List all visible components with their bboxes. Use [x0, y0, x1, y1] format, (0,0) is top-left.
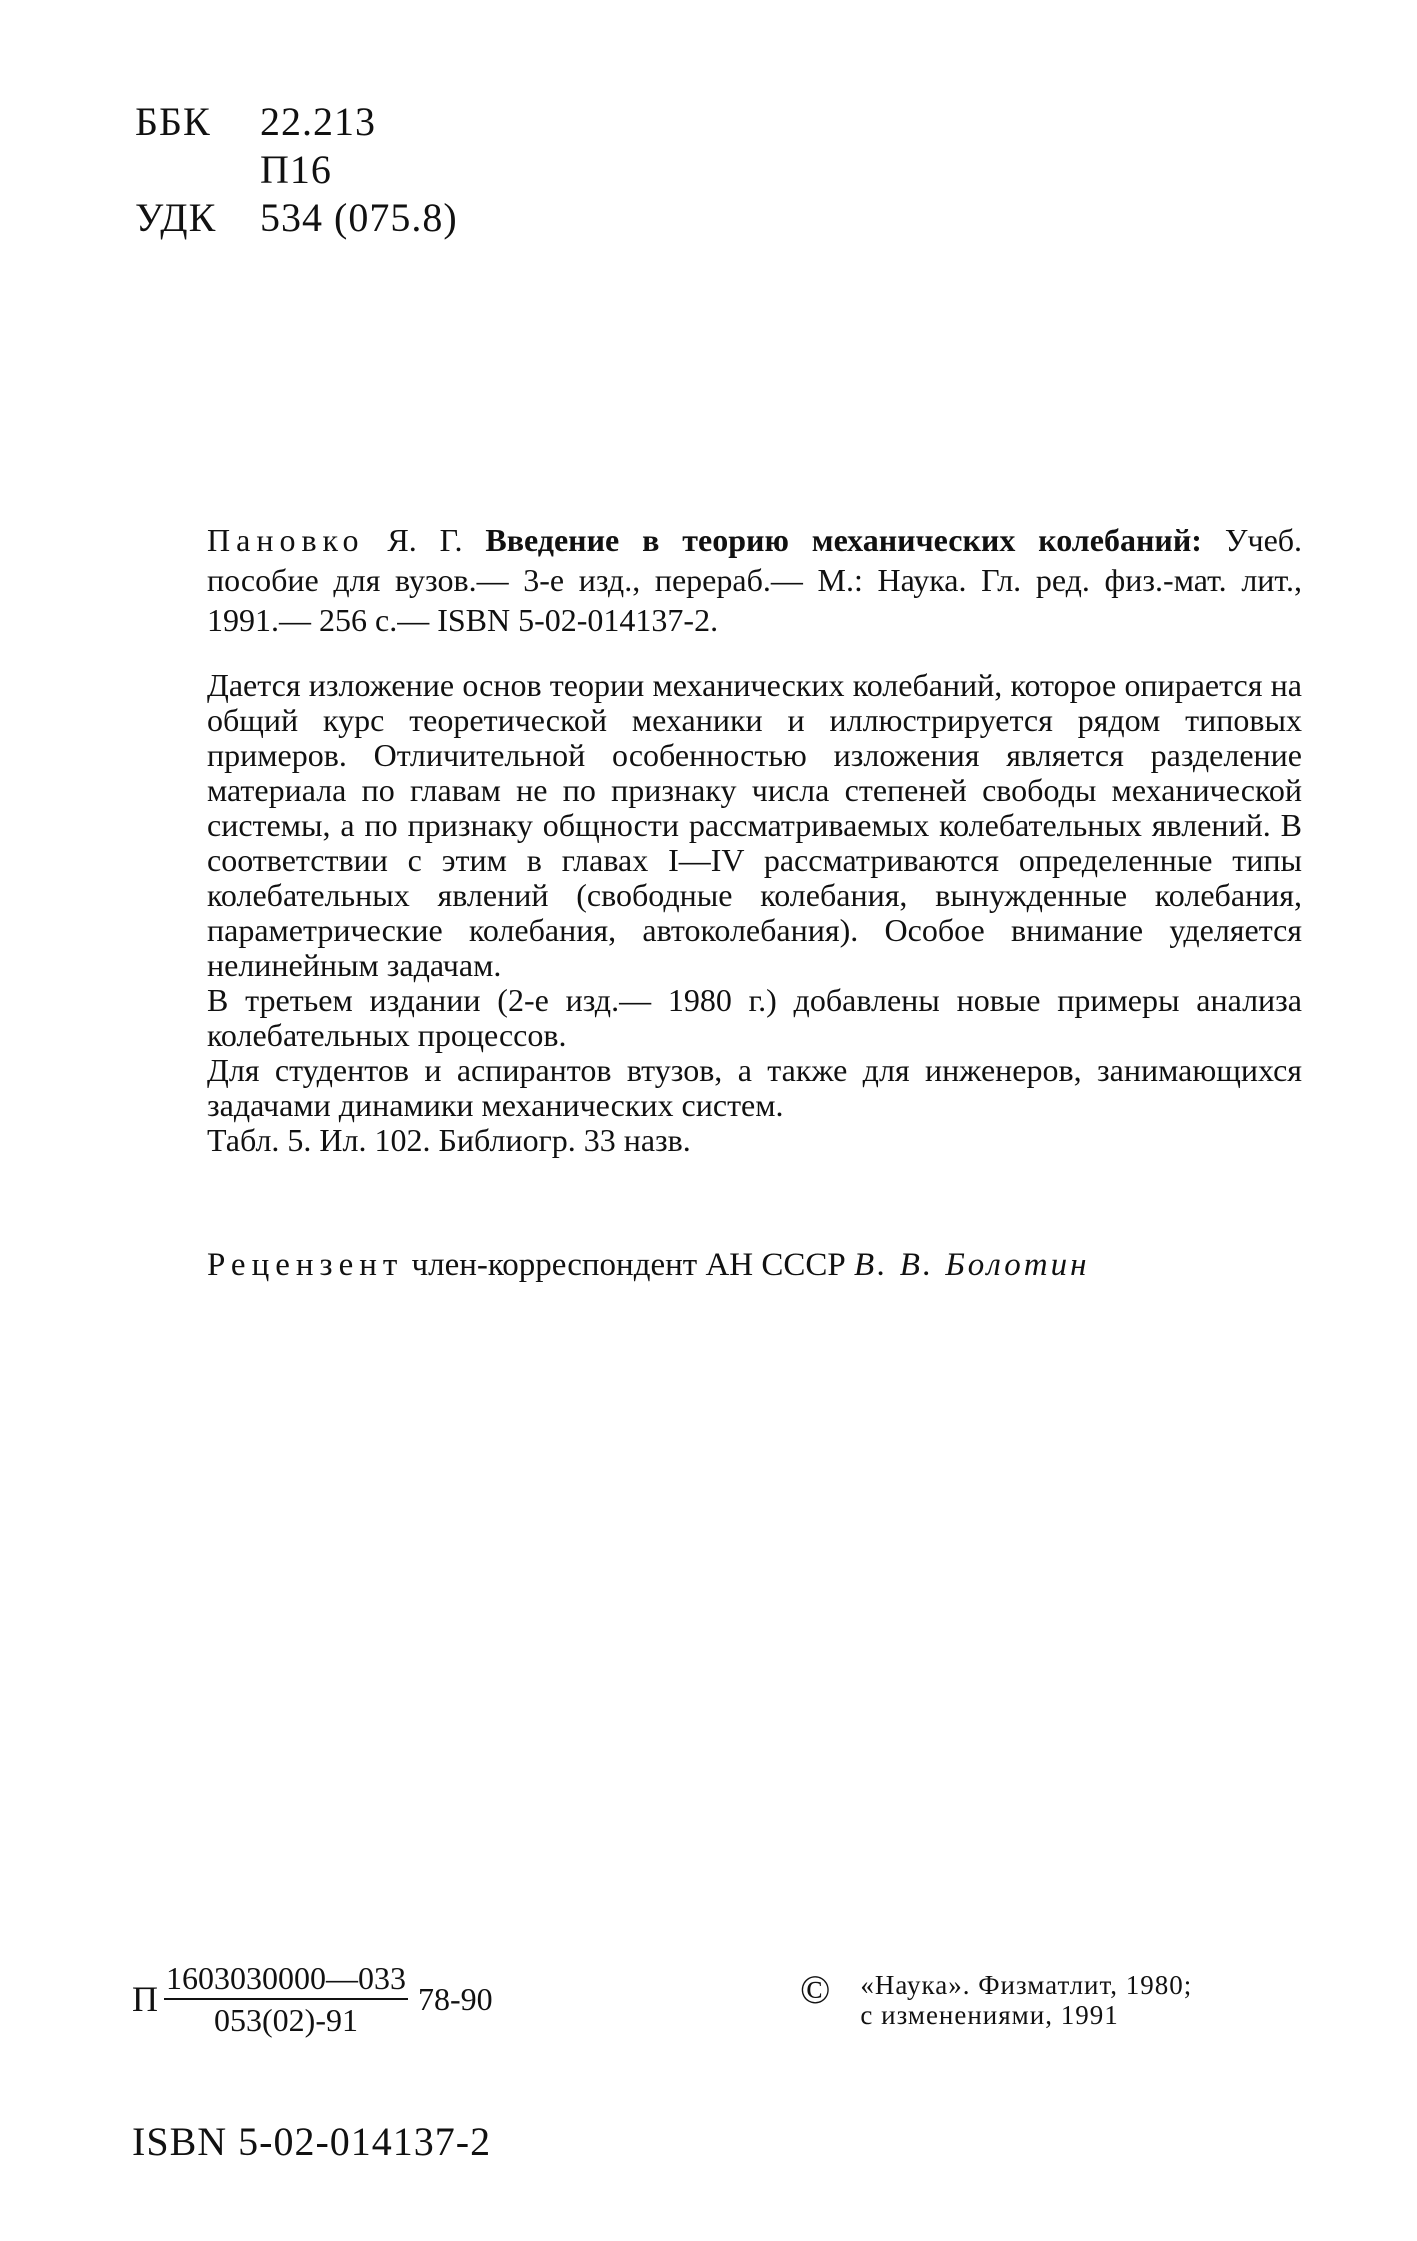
publication-code-fraction [164, 1960, 408, 2038]
udk-value: 534 (075.8) [260, 195, 458, 240]
reviewer-line [207, 1245, 1307, 1285]
annotation-paragraph: Для студентов и аспирантов втузов, а также для инженеров, занимающихся задачами динамики механических систем. [207, 1052, 1302, 1123]
book-details: Учеб. пособие для вузов.— 3-е изд., перераб.— М.: Наука. Гл. ред. физ.-мат. лит., 1991.— 256 с.— ISBN 5-02-014137-2. [207, 522, 1303, 638]
bbk-label: ББК [135, 99, 211, 144]
annotation [207, 668, 1302, 1158]
bbk-value: 22.213 [260, 99, 376, 144]
publication-code-suffix: 78-90 [418, 1981, 493, 2017]
publication-code [132, 1960, 493, 2038]
author-mark-row [135, 146, 458, 194]
classification-block [135, 98, 458, 242]
publication-code-numerator: 1603030000—033 [164, 1960, 408, 2000]
udk-row [135, 194, 458, 242]
bibliographic-entry [207, 520, 1302, 640]
bbk-row [135, 98, 458, 146]
annotation-paragraph: Табл. 5. Ил. 102. Библиогр. 33 назв. [207, 1122, 691, 1158]
annotation-paragraph: В третьем издании (2-е изд.— 1980 г.) добавлены новые примеры анализа колебательных процессов. [207, 982, 1302, 1053]
isbn: ISBN 5-02-014137-2 [132, 2119, 492, 2164]
author-initials: Я. Г. [387, 522, 463, 558]
reviewer-name: В. В. Болотин [854, 1247, 1090, 1283]
annotation-paragraph: Дается изложение основ теории механических колебаний, которое опирается на общий курс теоретической механики и иллюстрируется рядом типовых примеров. Отличительной особенностью изложения является разделение материала по главам не по признаку числа степеней свободы механической системы, а по признаку общности рассматриваемых колебательных явлений. В соответствии с этим в главах I—IV рассматриваются определенные типы колебательных явлений (свободные колебания, вынужденные колебания, параметрические колебания, автоколебания). Особое внимание уделяется нелинейным задачам. [207, 667, 1302, 983]
reviewer-position: член-корреспондент АН СССР [411, 1247, 846, 1283]
reviewer-lead: Рецензент [207, 1247, 404, 1283]
copyright-line-2: с изменениями, 1991 [860, 2000, 1119, 2030]
book-title: Введение в теорию механических колебаний: [485, 522, 1202, 558]
publication-code-prefix: П [132, 1979, 158, 2019]
copyright-icon: © [800, 1967, 831, 2012]
udk-label: УДК [135, 195, 217, 240]
copyright-notice [800, 1967, 1193, 2030]
author-mark: П16 [260, 147, 332, 192]
publication-code-denominator: 053(02)-91 [214, 2002, 358, 2038]
author-surname: Пановко [207, 522, 365, 558]
copyright-line-1: «Наука». Физматлит, 1980; [860, 1970, 1193, 2000]
